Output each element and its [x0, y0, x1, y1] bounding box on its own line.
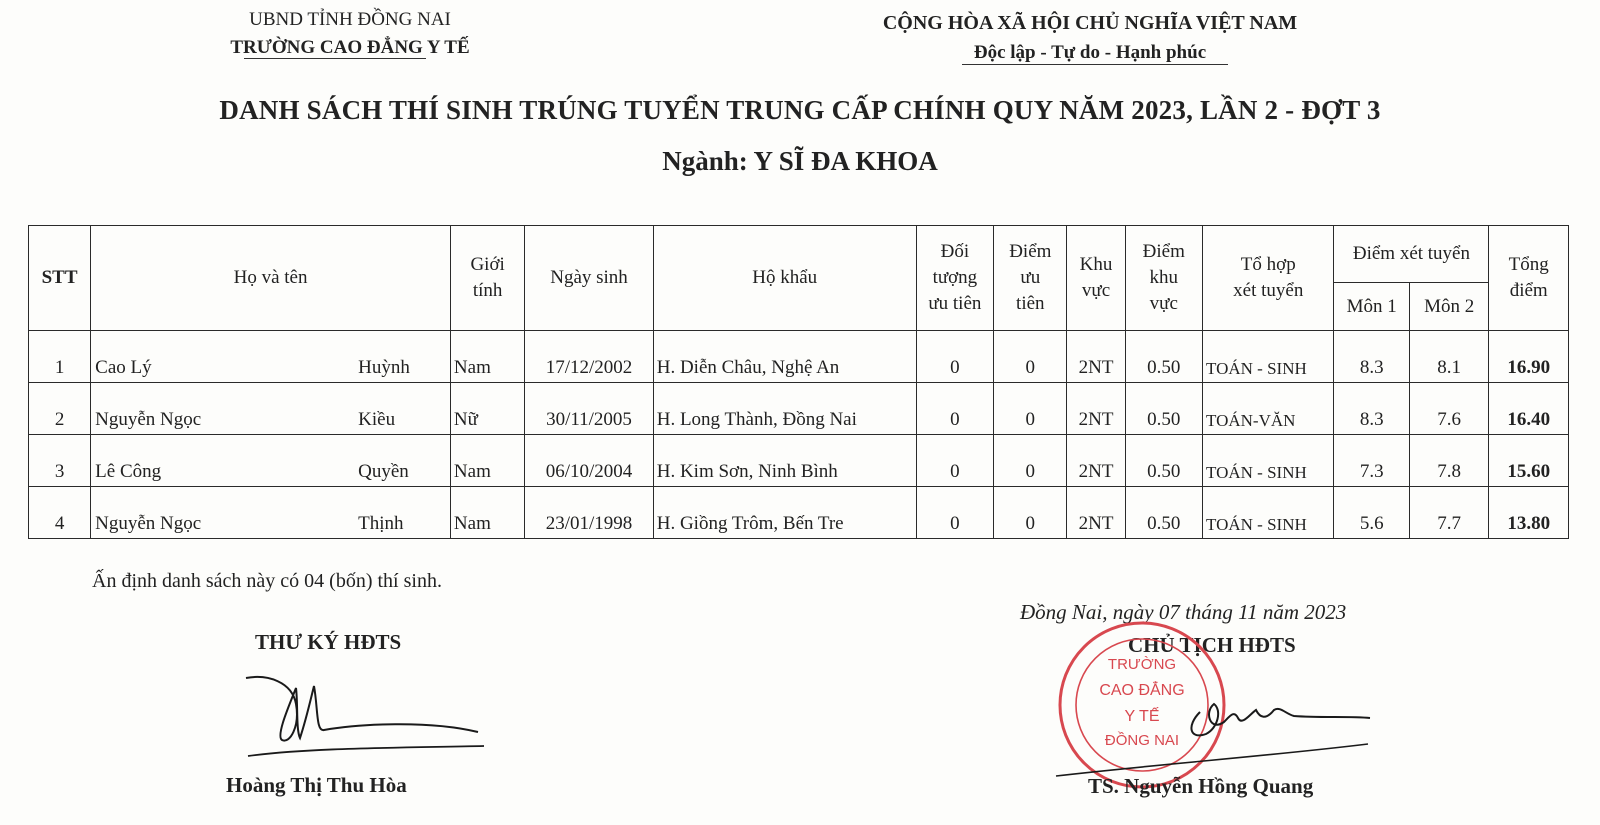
document-subtitle: Ngành: Y SĨ ĐA KHOA: [662, 146, 938, 176]
header-combination: Tổ hợp xét tuyển: [1203, 226, 1334, 331]
candidate-given-name: Huỳnh: [358, 357, 410, 378]
document-title: DANH SÁCH THÍ SINH TRÚNG TUYỂN TRUNG CẤP CHÍNH QUY NĂM 2023, LẦN 2 - ĐỢT 3: [219, 95, 1381, 125]
stamp-line-2: CAO ĐẲNG: [1099, 682, 1185, 699]
hometown-cell: H. Long Thành, Đồng Nai: [653, 383, 916, 435]
secretary-name: Hoàng Thị Thu Hòa: [226, 773, 407, 797]
candidate-name: [91, 487, 451, 539]
header-region: Khu vực: [1067, 226, 1125, 331]
row-number: 4: [29, 487, 91, 539]
stamp-line-1: TRƯỜNG: [1107, 656, 1177, 673]
candidate-given-name: Kiều: [358, 409, 396, 430]
chair-title: CHỦ TỊCH HĐTS: [1128, 633, 1296, 657]
region-cell: 2NT: [1067, 435, 1125, 487]
gender-cell: Nam: [450, 331, 524, 383]
motto-underline: [962, 64, 1228, 65]
hometown-cell: H. Giồng Trôm, Bến Tre: [653, 487, 916, 539]
total-score: 16.90: [1489, 331, 1569, 383]
chair-name: TS. Nguyễn Hồng Quang: [1088, 774, 1314, 798]
priority-points-cell: 0: [994, 331, 1067, 383]
candidate-name: [91, 435, 451, 487]
subject-2-score: 7.7: [1409, 487, 1489, 539]
header-total: Tổng điểm: [1489, 226, 1569, 331]
issuing-authority: [180, 6, 520, 62]
country-name: CỘNG HÒA XÃ HỘI CHỦ NGHĨA VIỆT NAM: [882, 12, 1298, 34]
row-number: 1: [29, 331, 91, 383]
region-points-cell: 0.50: [1125, 331, 1202, 383]
region-points-cell: 0.50: [1125, 435, 1202, 487]
authority-line: UBND TỈNH ĐỒNG NAI: [249, 9, 451, 30]
total-score: 16.40: [1489, 383, 1569, 435]
candidate-surname: Nguyễn Ngọc: [95, 409, 202, 430]
subject-1-score: 8.3: [1334, 383, 1409, 435]
region-cell: 2NT: [1067, 487, 1125, 539]
total-score: 15.60: [1489, 435, 1569, 487]
candidate-surname: Lê Công: [95, 461, 162, 482]
subject-2-score: 8.1: [1409, 331, 1489, 383]
region-cell: 2NT: [1067, 383, 1125, 435]
table-row: [29, 435, 1569, 487]
gender-cell: Nữ: [450, 383, 524, 435]
subject-2-score: 7.8: [1409, 435, 1489, 487]
priority-points-cell: 0: [994, 487, 1067, 539]
dob-cell: 30/11/2005: [525, 383, 653, 435]
hometown-cell: H. Diễn Châu, Nghệ An: [653, 331, 916, 383]
candidate-name: [91, 331, 451, 383]
header-stt: STT: [29, 226, 91, 331]
table-row: [29, 487, 1569, 539]
stamp-line-4: ĐỒNG NAI: [1104, 732, 1180, 749]
header-admission-score: Điểm xét tuyển: [1334, 226, 1489, 283]
header-gender: Giới tính: [450, 226, 524, 331]
school-name-underline: [244, 58, 426, 59]
chair-signature: [1050, 660, 1380, 790]
subject-2-score: 7.6: [1409, 383, 1489, 435]
priority-object-cell: 0: [916, 487, 993, 539]
combination-cell: TOÁN - SINH: [1203, 435, 1334, 487]
school-name: TRƯỜNG CAO ĐẲNG Y TẾ: [230, 37, 470, 58]
dob-cell: 06/10/2004: [525, 435, 653, 487]
combination-cell: TOÁN - SINH: [1203, 331, 1334, 383]
candidate-given-name: Thịnh: [358, 513, 404, 534]
region-points-cell: 0.50: [1125, 383, 1202, 435]
dob-cell: 17/12/2002: [525, 331, 653, 383]
priority-points-cell: 0: [994, 435, 1067, 487]
combination-cell: TOÁN-VĂN: [1203, 383, 1334, 435]
total-score: 13.80: [1489, 487, 1569, 539]
dob-cell: 23/01/1998: [525, 487, 653, 539]
region-points-cell: 0.50: [1125, 487, 1202, 539]
header-name: Họ và tên: [91, 226, 451, 331]
region-cell: 2NT: [1067, 331, 1125, 383]
secretary-signature: [238, 668, 498, 768]
motto: Độc lập - Tự do - Hạnh phúc: [973, 42, 1207, 63]
hometown-cell: H. Kim Sơn, Ninh Bình: [653, 435, 916, 487]
priority-points-cell: 0: [994, 383, 1067, 435]
header-dob: Ngày sinh: [525, 226, 653, 331]
candidate-name: [91, 383, 451, 435]
header-priority-points: Điểm ưu tiên: [994, 226, 1067, 331]
candidate-surname: Cao Lý: [95, 357, 152, 378]
stamp-line-3: Y TẾ: [1124, 708, 1160, 725]
header-priority-object: Đối tượng ưu tiên: [916, 226, 993, 331]
combination-cell: TOÁN - SINH: [1203, 487, 1334, 539]
subject-1-score: 8.3: [1334, 331, 1409, 383]
list-note: Ấn định danh sách này có 04 (bốn) thí sinh.: [92, 570, 442, 592]
admission-table: [28, 225, 1569, 539]
table-row: [29, 331, 1569, 383]
priority-object-cell: 0: [916, 331, 993, 383]
place-date: Đồng Nai, ngày 07 tháng 11 năm 2023: [1020, 600, 1347, 624]
secretary-title: THƯ KÝ HĐTS: [255, 630, 402, 654]
national-motto: [840, 8, 1340, 68]
table-row: [29, 383, 1569, 435]
gender-cell: Nam: [450, 435, 524, 487]
candidate-given-name: Quyền: [358, 461, 409, 482]
gender-cell: Nam: [450, 487, 524, 539]
header-subject-1: Môn 1: [1334, 283, 1409, 331]
subject-1-score: 5.6: [1334, 487, 1409, 539]
priority-object-cell: 0: [916, 383, 993, 435]
row-number: 2: [29, 383, 91, 435]
priority-object-cell: 0: [916, 435, 993, 487]
header-subject-2: Môn 2: [1409, 283, 1489, 331]
header-hometown: Hộ khẩu: [653, 226, 916, 331]
header-region-points: Điểm khu vực: [1125, 226, 1202, 331]
candidate-surname: Nguyễn Ngọc: [95, 513, 202, 534]
subject-1-score: 7.3: [1334, 435, 1409, 487]
row-number: 3: [29, 435, 91, 487]
